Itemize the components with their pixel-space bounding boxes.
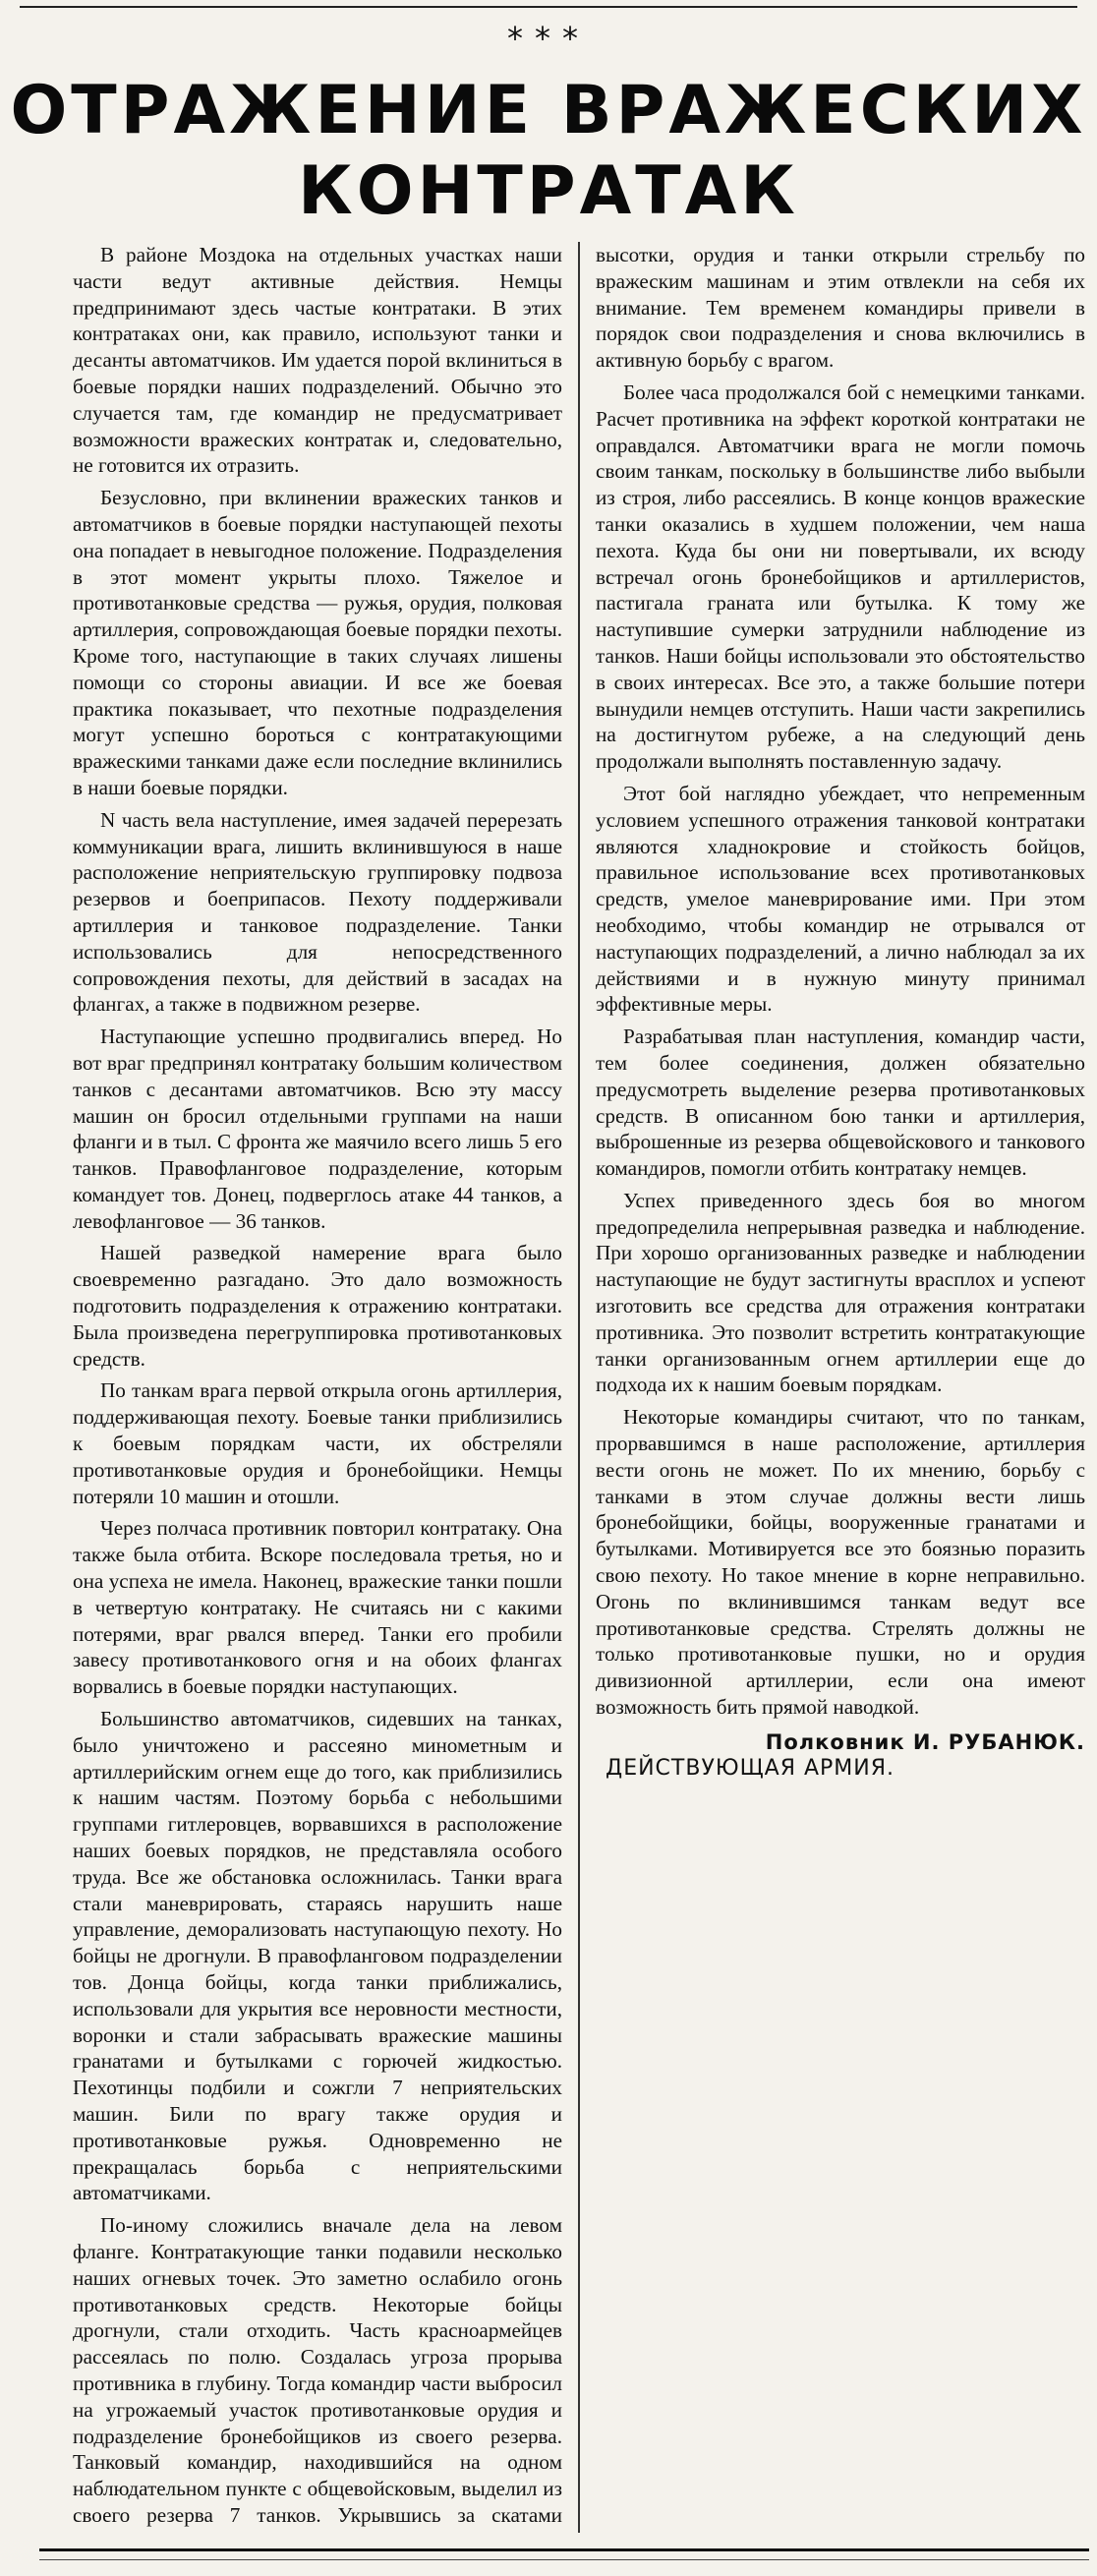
paragraph: Более часа продолжался бой с немецкими танками. Расчет противника на эффект короткой контратаки не оправдался. Автоматчики врага не могли помочь своим танкам, поскольку в большинстве либо выбыли из строя, либо рассеялись. В конце концов вражеские танки оказались в худшем положении, чем наша пехота. Куда бы они ни повертывали, их всюду встречал огонь бронебойщиков и артиллеристов, пастигала граната или бутылка. К тому же наступившие сумерки затруднили наблюдение из танков. Наши бойцы использовали это обстоятельство в своих интересах. Все это, а также большие потери вынудили немцев отступить. Наши части закрепились на достигнутом рубеже, а на следующий день продолжали выполнять поставленную задачу.: [596, 380, 1085, 774]
paragraph: В районе Моздока на отдельных участках наши части ведут активные действия. Немцы предпринимают здесь частые контратаки. В этих контратаках они, как правило, используют танки и десанты автоматчиков. Им удается порой вклиниться в боевые порядки наших подразделений. Обычно это случается там, где командир не предусматривает возможности вражеских контратак и, следовательно, не готовится их отразить.: [73, 243, 562, 478]
paragraph: Безусловно, при вклинении вражеских танков и автоматчиков в боевые порядки наступающей пехоты она попадает в невыгодное положение. Подразделения в этот момент укрыты плохо. Тяжелое и противотанковые средства — ружья, орудия, полковая артиллерия, сопровождающая боевые порядки пехоты. Кроме того, наступающие в таких случаях лишены помощи со стороны авиации. И все же боевая практика показывает, что пехотные подразделения могут успешно бороться с контратакующими вражескими танками даже если последние вклинились в наши боевые порядки.: [73, 486, 562, 799]
paragraph: По-иному сложились вначале дела на левом фланге. Контратакующие танки подавили несколько наших огневых точек. Это заметно ослабило огонь противотанковых средств. Некоторые бойцы дрогнули, стали отходить. Часть красноармейцев рассеялась по полю. Создалась угроза прорыва противника в глубину. Тогда командир части выбросил на угрожаемый участок противотанковые орудия и подразделение бронебойщиков из своего резерва. Танковый командир, находившийся на одном наблюдательном пункте с общевойсковым, выделил из своего резерва 7 танков. Укрывшись за скатами высотки, орудия и танки открыли стрельбу по вражеским машинам и этим отвлекли на себя их внимание. Тем временем командиры привели в порядок свои подразделения и снова включились в активную борьбу с врагом.: [73, 243, 1085, 2527]
paragraph: Через полчаса противник повторил контратаку. Она также была отбита. Вскоре последовала третья, но и она успеха не имела. Наконец, вражеские танки пошли в четвертую контратаку. Не считаясь ни с какими потерями, враг рвался вперед. Танки его пробили завесу противотанкового огня и на обоих флангах ворвались в боевые порядки наступающих.: [73, 1516, 562, 1699]
article-body: [73, 242, 1085, 2533]
signature-unit: ДЕЙСТВУЮЩАЯ АРМИЯ.: [606, 1755, 895, 1781]
signature-author: Полковник И. РУБАНЮК.: [765, 1729, 1085, 1754]
paragraph: Некоторые командиры считают, что по танкам, прорвавшимся в наше расположение, артиллерия вести огонь не может. По их мнению, борьбу с танками в этом случае должны вести лишь бронебойщики, бойцы, вооруженные гранатами и бутылками. Мотивируется все это боязнью поразить свою пехоту. Но такое мнение в корне неправильно. Огонь по вклинившимся танкам ведут все противотанковые средства. Стрелять должны не только противотанковые пушки, но и орудия дивизионной артиллерии, если она имеют возможность бить прямой наводкой.: [596, 1405, 1085, 1720]
paragraph: По танкам врага первой открыла огонь артиллерия, поддерживающая пехоту. Боевые танки приблизились к боевым порядкам части, их обстреляли противотанковые орудия и бронебойщики. Немцы потеряли 10 машин и отошли.: [73, 1378, 562, 1508]
paragraph: Этот бой наглядно убеждает, что непременным условием успешного отражения танковой контратаки являются хладнокровие и стойкость бойцов, правильное использование всех противотанковых средств, умелое маневрирование ими. При этом необходимо, чтобы командир не отрывался от наступающих подразделений, а лично наблюдал за их действиями и в нужную минуту принимал эффективные меры.: [596, 781, 1085, 1017]
headline-line-1: ОТРАЖЕНИЕ ВРАЖЕСКИХ: [10, 72, 1087, 149]
headline-line-2: КОНТРАТАК: [298, 152, 799, 230]
paragraph: Большинство автоматчиков, сидевших на танках, было уничтожено и рассеяно минометным и артиллерийским огнем еще до того, как приблизились к нашим частям. Поэтому борьба с небольшими группами гитлеровцев, ворвавшихся в расположение наших боевых порядков, не представляла особого труда. Все же обстановка осложнилась. Танки врага стали маневрировать, стараясь нарушить наше управление, деморализовать наступающую пехоту. Но бойцы не дрогнули. В правофланговом подразделении тов. Донца бойцы, когда танки приближались, использовали для укрытия все неровности местности, воронки и стали забрасывать вражеские машины гранатами и бутылками с горючей жидкостью. Пехотинцы подбили и сожгли 7 неприятельских машин. Били по врагу также орудия и противотанковые ружья. Одновременно не прекращалась борьба с неприятельскими автоматчиками.: [73, 1707, 562, 2205]
paragraph: Наступающие успешно продвигались вперед. Но вот враг предпринял контратаку большим количеством танков с десантами автоматчиков. Всю эту массу машин он бросил отдельными группами на наши фланги и в тыл. С фронта же маячило всего лишь 5 его танков. Правофланговое подразделение, которым командует тов. Донец, подверглось атаке 44 танков, а левофланговое — 36 танков.: [73, 1025, 562, 1233]
ornament-stars: ***: [507, 20, 590, 57]
article-headline: [0, 71, 1097, 232]
top-rule: [20, 0, 1077, 8]
paragraph: N часть вела наступление, имея задачей перерезать коммуникации врага, лишить вклинившуюся в наше расположение неприятельскую группировку подвоза резервов и боеприпасов. Пехоту поддерживали артиллерия и танковое подразделение. Танки использовались для непосредственного сопровождения пехоты, для действий в засадах на флангах, а также в подвижном резерве.: [73, 807, 562, 1017]
paragraph: Успех приведенного здесь боя во многом предопределила непрерывная разведка и наблюдение. При хорошо организованных разведке и наблюдении наступающие не будут застигнуты врасплох и успеют изготовить все средства для отражения контратаки противника. Это позволит встретить контратакующие танки организованным огнем артиллерии еще до подхода их к нашим боевым порядкам.: [596, 1188, 1085, 1397]
bottom-rule: [39, 2548, 1089, 2560]
paragraph: Нашей разведкой намерение врага было своевременно разгадано. Это дало возможность подготовить подразделения к отражению контратаки. Была произведена перегруппировка противотанковых средств.: [73, 1241, 562, 1371]
paragraph: Разрабатывая план наступления, командир части, тем более соединения, должен обязательно предусмотреть выделение резерва противотанковых средств. В описанном бою танки и артиллерия, выброшенные из резерва общевойскового и танкового командиров, помогли отбить контратаку немцев.: [596, 1025, 1085, 1181]
